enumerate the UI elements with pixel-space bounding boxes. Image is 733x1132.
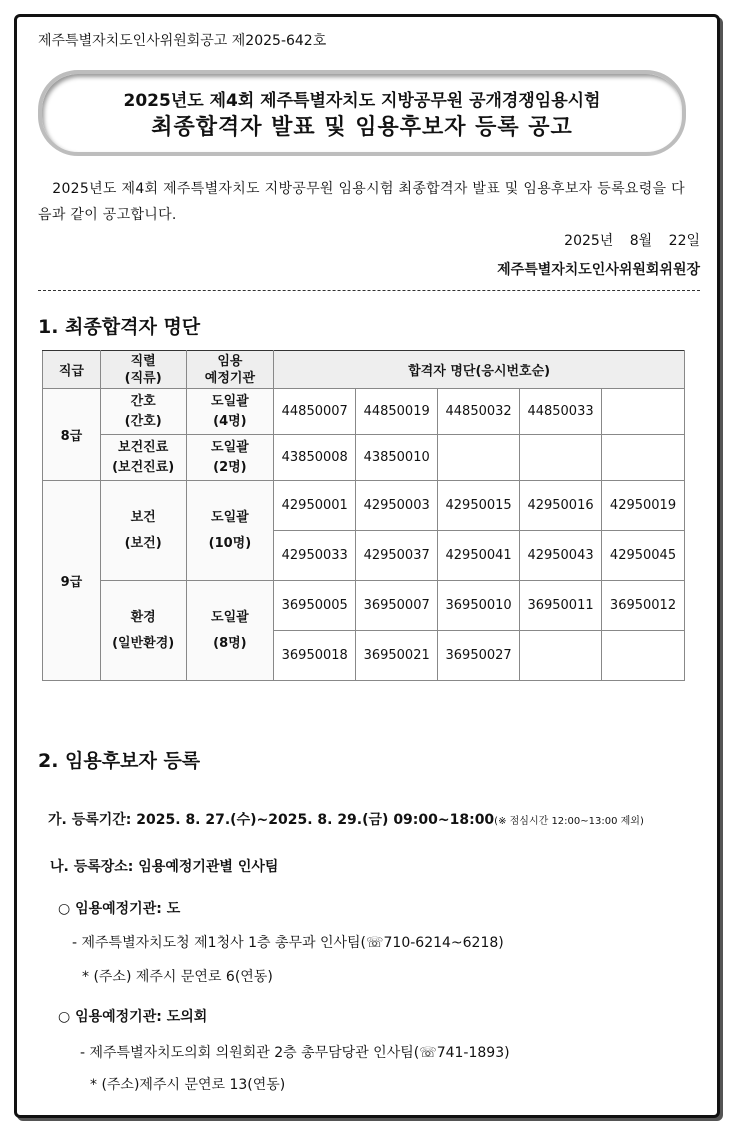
section1-title: 1. 최종합격자 명단 <box>38 316 201 338</box>
roster-table <box>42 350 685 681</box>
grade-cell: 9급 <box>43 481 101 681</box>
exam-number <box>602 389 685 435</box>
series-cell: 보건진료 (보건진료) <box>100 435 186 481</box>
exam-number: 42950043 <box>520 531 602 581</box>
agency2-address: * (주소)제주시 문연로 13(연동) <box>90 1077 286 1093</box>
notice-number: 제주특별자치도인사위원회공고 제2025-642호 <box>38 33 327 49</box>
exam-number: 42950015 <box>438 481 520 531</box>
exam-number <box>602 435 685 481</box>
exam-number: 36950018 <box>274 631 356 681</box>
agency-cell: 도일괄 (8명) <box>186 581 274 681</box>
agency-cell: 도일괄 (10명) <box>186 481 274 581</box>
exam-number: 42950037 <box>356 531 438 581</box>
registration-period-text: 가. 등록기간: 2025. 8. 27.(수)~2025. 8. 29.(금) 09:00~18:00 <box>48 812 495 828</box>
exam-number: 43850008 <box>274 435 356 481</box>
exam-number <box>520 435 602 481</box>
exam-number: 42950041 <box>438 531 520 581</box>
exam-number: 42950001 <box>274 481 356 531</box>
exam-number: 44850032 <box>438 389 520 435</box>
agency2-label: ○ 임용예정기관: 도의회 <box>58 1009 208 1025</box>
registration-place: 나. 등록장소: 임용예정기관별 인사팀 <box>50 859 279 875</box>
title-box <box>38 70 686 156</box>
header-series: 직렬 (직류) <box>100 351 186 389</box>
exam-number: 42950019 <box>602 481 685 531</box>
lunch-note: (※ 점심시간 12:00~13:00 제외) <box>494 816 644 827</box>
agency1-address: * (주소) 제주시 문연로 6(연동) <box>82 969 273 985</box>
exam-number: 36950021 <box>356 631 438 681</box>
intro-paragraph <box>38 176 698 228</box>
series-cell: 보건 (보건) <box>100 481 186 581</box>
registration-period <box>48 809 644 829</box>
exam-number: 36950012 <box>602 581 685 631</box>
exam-number <box>602 631 685 681</box>
exam-number: 36950005 <box>274 581 356 631</box>
exam-number: 44850033 <box>520 389 602 435</box>
exam-number <box>520 631 602 681</box>
exam-number: 36950011 <box>520 581 602 631</box>
exam-number: 43850010 <box>356 435 438 481</box>
intro-text: 2025년도 제4회 제주특별자치도 지방공무원 임용시험 최종합격자 발표 및 임용후보자 등록요령을 다음과 같이 공고합니다. <box>38 181 685 223</box>
exam-number: 42950016 <box>520 481 602 531</box>
agency-cell: 도일괄 (2명) <box>186 435 274 481</box>
issuer: 제주특별자치도인사위원회위원장 <box>497 262 700 278</box>
exam-number: 36950010 <box>438 581 520 631</box>
exam-number: 44850007 <box>274 389 356 435</box>
exam-number: 44850019 <box>356 389 438 435</box>
agency1-label: ○ 임용예정기관: 도 <box>58 901 181 917</box>
agency-cell: 도일괄 (4명) <box>186 389 274 435</box>
series-cell: 간호 (간호) <box>100 389 186 435</box>
exam-number: 36950027 <box>438 631 520 681</box>
agency2-detail: - 제주특별자치도의회 의원회관 2층 총무담당관 인사팀(☏741-1893) <box>80 1045 510 1061</box>
agency1-detail: - 제주특별자치도청 제1청사 1층 총무과 인사팀(☏710-6214~6218) <box>72 935 504 951</box>
title-line1: 2025년도 제4회 제주특별자치도 지방공무원 공개경쟁임용시험 <box>123 91 601 111</box>
header-list: 합격자 명단(응시번호순) <box>274 351 685 389</box>
exam-number: 42950003 <box>356 481 438 531</box>
title-line2: 최종합격자 발표 및 임용후보자 등록 공고 <box>151 115 573 140</box>
header-grade: 직급 <box>43 351 101 389</box>
exam-number: 36950007 <box>356 581 438 631</box>
exam-number <box>438 435 520 481</box>
grade-cell: 8급 <box>43 389 101 481</box>
divider <box>38 290 700 291</box>
announcement-date: 2025년 8월 22일 <box>564 233 700 249</box>
section2-title: 2. 임용후보자 등록 <box>38 750 201 772</box>
header-agency: 임용 예정기관 <box>186 351 274 389</box>
exam-number: 42950033 <box>274 531 356 581</box>
series-cell: 환경 (일반환경) <box>100 581 186 681</box>
exam-number: 42950045 <box>602 531 685 581</box>
